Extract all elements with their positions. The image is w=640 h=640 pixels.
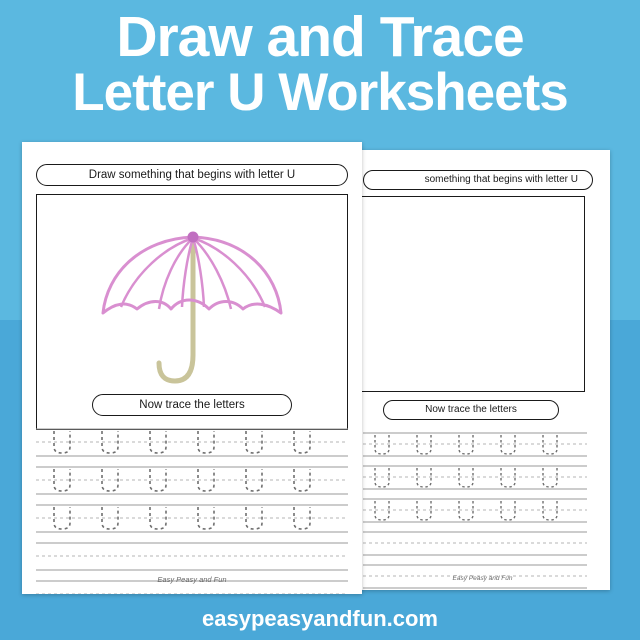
worksheet-page-1-content [22, 142, 362, 594]
trace-rows-back [363, 432, 587, 562]
credit-back: Easy Peasy and Fun [452, 575, 513, 582]
trace-prompt-front: Now trace the letters [92, 394, 292, 416]
trace-row-front [36, 504, 348, 534]
blank-practice-row-back[interactable] [363, 531, 587, 557]
trace-row-front [36, 428, 348, 458]
worksheet-page-2-content [355, 150, 610, 590]
trace-row-back [363, 465, 587, 491]
poster-title [0, 5, 640, 123]
credit-front: Easy Peasy and Fun [157, 575, 227, 584]
worksheet-page-2[interactable] [355, 150, 610, 590]
drawing-area-back[interactable] [355, 196, 585, 392]
site-url: easypeasyandfun.com [202, 606, 438, 631]
draw-prompt-back: something that begins with letter U [363, 170, 593, 190]
trace-rows-front [36, 428, 348, 578]
trace-row-front [36, 466, 348, 496]
trace-row-back [363, 498, 587, 524]
blank-practice-row-front[interactable] [36, 542, 348, 572]
draw-prompt-front: Draw something that begins with letter U [36, 164, 348, 186]
worksheet-page-1[interactable] [22, 142, 362, 594]
title-line-2: Letter U Worksheets [72, 63, 568, 123]
trace-prompt-back: Now trace the letters [383, 400, 559, 420]
trace-row-back [363, 432, 587, 458]
title-line-1: Draw and Trace [116, 5, 524, 69]
